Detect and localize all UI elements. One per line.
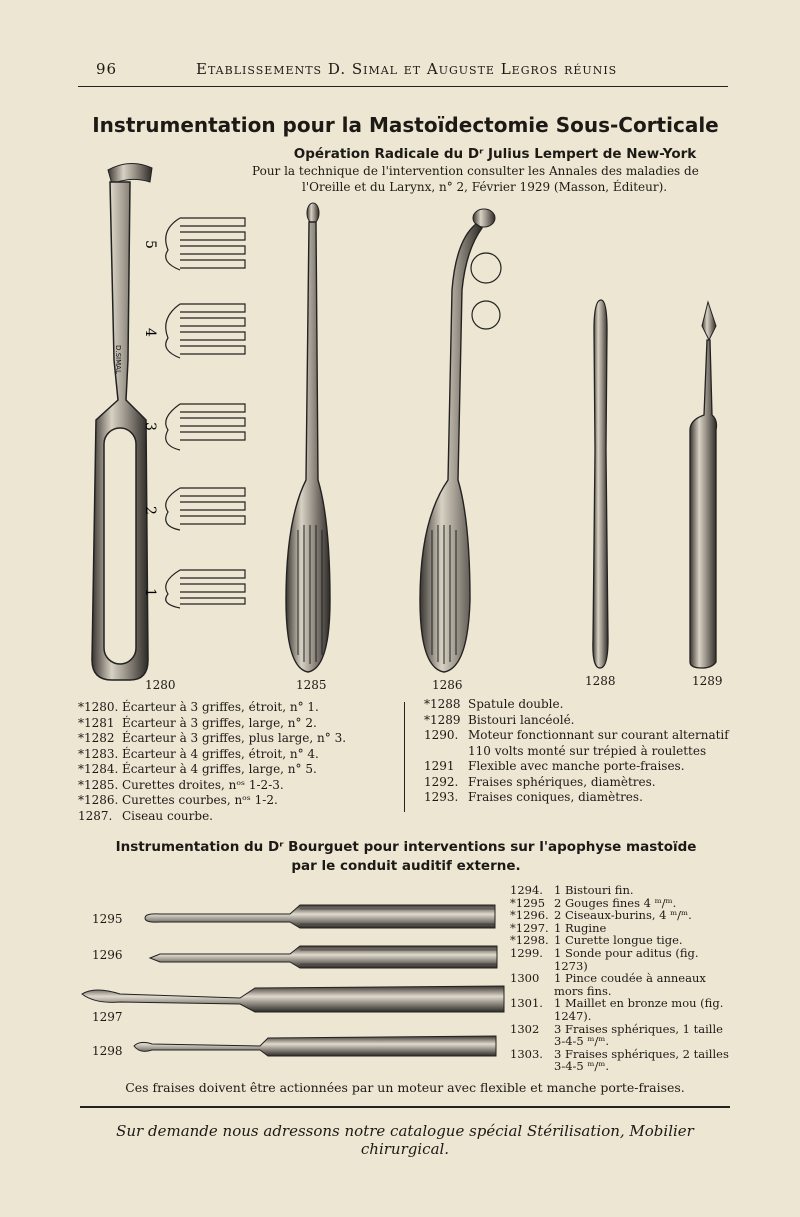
figure-label-1295: 1295 bbox=[92, 912, 123, 926]
list-item: *1283. Écarteur à 4 griffes, étroit, n° 4. bbox=[78, 746, 319, 761]
page-number: 96 bbox=[96, 60, 118, 78]
figure-label-1286: 1286 bbox=[432, 678, 463, 692]
list-item: *1288 Spatule double. bbox=[424, 697, 564, 711]
figure-label-1289: 1289 bbox=[692, 674, 723, 688]
blade-number-3: 3 bbox=[142, 422, 158, 431]
chisel-1296-figure bbox=[150, 946, 497, 968]
section2-title-line1: Instrumentation du Dʳ Bourguet pour interventions sur l'apophyse mastoïde bbox=[115, 839, 697, 855]
list-item: *1282 Écarteur à 3 griffes, plus large, n° 3. bbox=[78, 731, 347, 745]
list-item: 1287. Ciseau courbe. bbox=[78, 808, 213, 823]
running-title: Etablissements D. Simal et Auguste Legros réunis bbox=[196, 60, 618, 78]
list-item: *1298. 1 Curette longue tige. bbox=[510, 933, 683, 948]
list-item: *1281 Écarteur à 3 griffes, large, n° 2. bbox=[78, 715, 317, 730]
list-item: 1299. 1 Sonde pour aditus (fig. 1273) bbox=[510, 945, 699, 973]
list-item: 1290. Moteur fonctionnant sur courant alternatif 110 volts monté sur trépied à roulettes bbox=[424, 728, 729, 758]
list-item: *1289 Bistouri lancéolé. bbox=[424, 712, 575, 727]
section2-note: Ces fraises doivent être actionnées par un moteur avec flexible et manche porte-fraises. bbox=[125, 1080, 685, 1095]
list-item: *1285. Curettes droites, nᵒˢ 1-2-3. bbox=[78, 777, 284, 792]
curette-1285-figure bbox=[286, 203, 330, 672]
bistoury-1289-figure bbox=[690, 302, 717, 668]
blade-number-1: 1 bbox=[142, 588, 158, 597]
list-divider bbox=[404, 702, 405, 812]
list-item: 1294. 1 Bistouri fin. bbox=[510, 883, 634, 897]
section1-intro-line2: l'Oreille et du Larynx, n° 2, Février 1929 (Masson, Éditeur). bbox=[302, 180, 668, 194]
rugine-1297-figure bbox=[82, 986, 504, 1012]
list-item: *1280. Écarteur à 3 griffes, étroit, n° 1. bbox=[78, 700, 319, 714]
list-item: 1303. 3 Fraises sphériques, 2 tailles 3-4-5 ᵐ/ᵐ. bbox=[510, 1046, 729, 1074]
blade-number-4: 4 bbox=[142, 328, 158, 337]
list-item: 1301. 1 Maillet en bronze mou (fig. 1247). bbox=[510, 996, 724, 1023]
list-item: 1300 1 Pince coudée à anneaux mors fins. bbox=[510, 971, 706, 998]
items-list-left bbox=[78, 700, 398, 824]
items-list-section2 bbox=[510, 884, 734, 1073]
figure-label-1288: 1288 bbox=[585, 674, 616, 688]
section1-intro-line1: Pour la technique de l'intervention consulter les Annales des maladies de bbox=[252, 164, 699, 178]
blade-number-2: 2 bbox=[142, 506, 158, 515]
list-item: 1302 3 Fraises sphériques, 1 taille 3-4-5 ᵐ/ᵐ. bbox=[510, 1021, 723, 1049]
list-item: *1286. Curettes courbes, nᵒˢ 1-2. bbox=[78, 793, 278, 807]
figure-label-1285: 1285 bbox=[296, 678, 327, 692]
list-item: *1295 2 Gouges fines 4 ᵐ/ᵐ. bbox=[510, 895, 677, 910]
list-item: 1292. Fraises sphériques, diamètres. bbox=[424, 774, 656, 789]
list-item: *1297. 1 Rugine bbox=[510, 920, 607, 935]
spatula-1288-figure bbox=[593, 300, 608, 668]
section1-subtitle: Opération Radicale du Dʳ Julius Lempert de New-York bbox=[293, 146, 697, 162]
figure-label-1297: 1297 bbox=[92, 1010, 123, 1024]
gouge-1295-figure bbox=[145, 905, 495, 928]
retractor-1280-figure bbox=[92, 163, 245, 680]
footer-rule bbox=[80, 1106, 730, 1108]
curette-1298-figure bbox=[134, 1036, 496, 1056]
section2-title bbox=[80, 838, 732, 876]
figure-label-1298: 1298 bbox=[92, 1044, 123, 1058]
figure-label-1280: 1280 bbox=[145, 678, 176, 692]
instrument-mark: D.SIMAL bbox=[114, 345, 122, 374]
list-item: 1291 Flexible avec manche porte-fraises. bbox=[424, 759, 685, 773]
list-item: *1296. 2 Ciseaux-burins, 4 ᵐ/ᵐ. bbox=[510, 908, 692, 923]
section1-title: Instrumentation pour la Mastoïdectomie Sous-Corticale bbox=[92, 113, 719, 137]
curette-1286-figure bbox=[420, 209, 501, 672]
section2-title-line2: par le conduit auditif externe. bbox=[291, 858, 521, 874]
list-item: 1293. Fraises coniques, diamètres. bbox=[424, 790, 643, 804]
list-item: *1284. Écarteur à 4 griffes, large, n° 5. bbox=[78, 762, 317, 776]
figure-label-1296: 1296 bbox=[92, 948, 123, 962]
blade-number-5: 5 bbox=[142, 240, 158, 249]
items-list-right bbox=[424, 697, 734, 806]
footer-text: Sur demande nous adressons notre catalogue spécial Stérilisation, Mobilier chirurgical. bbox=[116, 1122, 694, 1158]
